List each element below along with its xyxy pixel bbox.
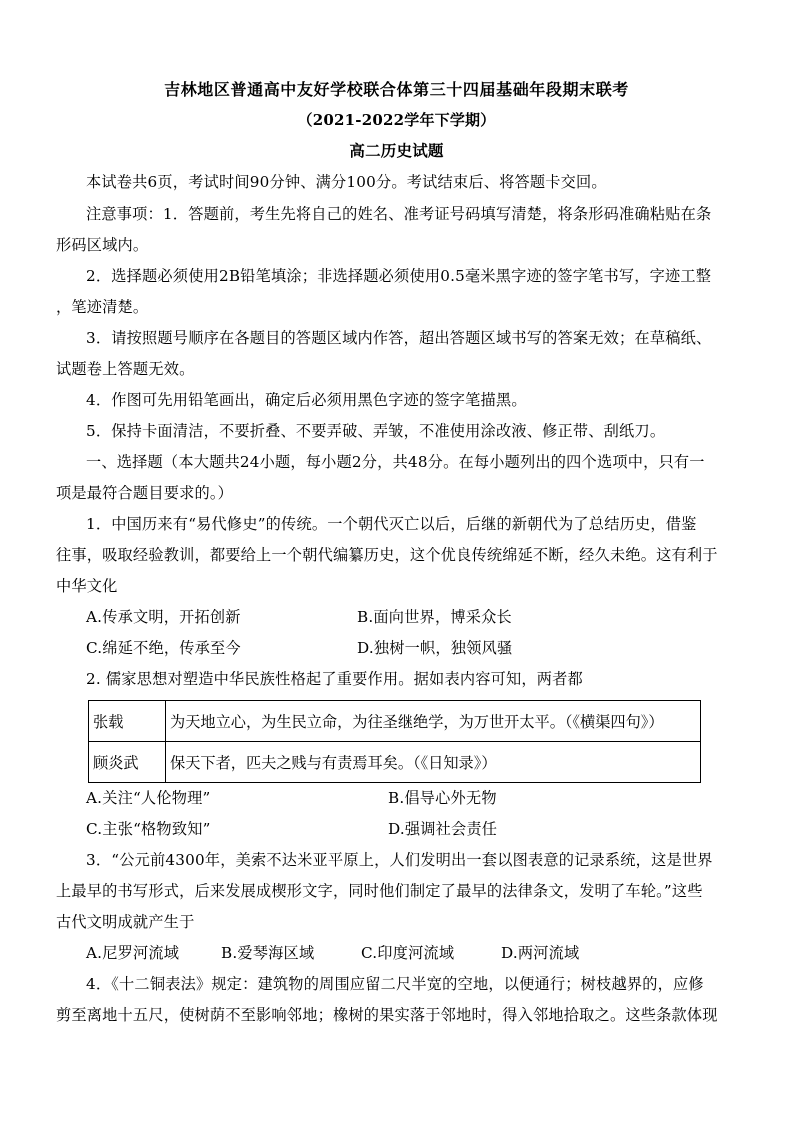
q2-quote-table <box>88 700 701 783</box>
q1-stem-line-3: 中华文化 <box>56 577 118 595</box>
note-2-line-1: 2．选择题必须使用2B铅笔填涂；非选择题必须使用0.5毫米黑字迹的签字笔书写，字迹工整 <box>86 267 712 285</box>
q1-option-b: B.面向世界，博采众长 <box>357 608 512 626</box>
q3-stem-line-2: 上最早的书写形式，后来发展成楔形文字，同时他们制定了最早的法律条文，发明了车轮。”这些 <box>56 882 703 900</box>
table-cell-author: 张载 <box>89 701 166 742</box>
note-3-line-1: 3．请按照题号顺序在各题目的答题区域内作答，超出答题区域书写的答案无效；在草稿纸、 <box>86 329 712 347</box>
q2-option-d: D.强调社会责任 <box>388 820 498 838</box>
q3-stem-line-1: 3．“公元前4300年，美索不达米亚平原上，人们发明出一套以图表意的记录系统，这是世界 <box>86 851 713 869</box>
q3-option-d: D.两河流域 <box>501 944 580 962</box>
q2-stem: 2. 儒家思想对塑造中华民族性格起了重要作用。据如表内容可知，两者都 <box>86 670 583 688</box>
q1-stem-line-2: 往事，吸取经验教训，都要给上一个朝代编纂历史，这个优良传统绵延不断，经久未绝。这有利于 <box>56 546 718 564</box>
q4-stem-line-1: 4．《十二铜表法》规定：建筑物的周围应留二尺半宽的空地，以便通行；树枝越界的，应修 <box>86 975 704 993</box>
q1-option-c: C.绵延不绝，传承至今 <box>86 639 241 657</box>
q1-option-d: D.独树一帜，独领风骚 <box>357 639 513 657</box>
section-heading-line-1: 一、选择题（本大题共24小题，每小题2分，共48分。在每小题列出的四个选项中，只有一 <box>86 453 705 471</box>
q2-option-c: C.主张“格物致知” <box>86 820 211 838</box>
note-3-line-2: 试题卷上答题无效。 <box>56 360 195 378</box>
q1-stem-line-1: 1．中国历来有“易代修史”的传统。一个朝代灭亡以后，后继的新朝代为了总结历史，借鉴 <box>86 515 697 533</box>
exam-term: （2021-2022学年下学期） <box>297 111 496 129</box>
table-cell-author: 顾炎武 <box>89 742 166 783</box>
note-5: 5．保持卡面清洁，不要折叠、不要弄破、弄皱，不准使用涂改液、修正带、刮纸刀。 <box>86 422 666 440</box>
exam-subject: 高二历史试题 <box>349 141 444 160</box>
table-cell-quote: 保天下者，匹夫之贱与有责焉耳矣。（《日知录》） <box>166 742 701 783</box>
q3-stem-line-3: 古代文明成就产生于 <box>56 913 195 931</box>
note-1-line-2: 形码区域内。 <box>56 236 149 254</box>
q2-option-a: A.关注“人伦物理” <box>86 789 211 807</box>
q2-option-b: B.倡导心外无物 <box>388 789 497 807</box>
q1-option-a: A.传承文明，开拓创新 <box>86 608 241 626</box>
q3-option-c: C.印度河流域 <box>361 944 455 962</box>
q4-stem-line-2: 剪至离地十五尺，使树荫不至影响邻地；橡树的果实落于邻地时，得入邻地拾取之。这些条款体现 <box>56 1006 718 1024</box>
section-heading-line-2: 项是最符合题目要求的。） <box>56 484 234 502</box>
note-4: 4．作图可先用铅笔画出，确定后必须用黑色字迹的签字笔描黑。 <box>86 391 527 409</box>
table-row <box>89 701 701 742</box>
table-cell-quote: 为天地立心，为生民立命，为往圣继绝学，为万世开太平。（《横渠四句》） <box>166 701 701 742</box>
q3-option-a: A.尼罗河流域 <box>86 944 180 962</box>
q3-option-b: B.爱琴海区域 <box>221 944 315 962</box>
note-2-line-2: ，笔迹清楚。 <box>56 298 149 316</box>
table-row <box>89 742 701 783</box>
intro-text: 本试卷共6页，考试时间90分钟、满分100分。考试结束后、将答题卡交回。 <box>86 173 607 191</box>
note-1-line-1: 注意事项：1．答题前，考生先将自己的姓名、准考证号码填写清楚，将条形码准确粘贴在条 <box>86 205 712 223</box>
exam-title: 吉林地区普通高中友好学校联合体第三十四届基础年段期末联考 <box>164 80 629 99</box>
